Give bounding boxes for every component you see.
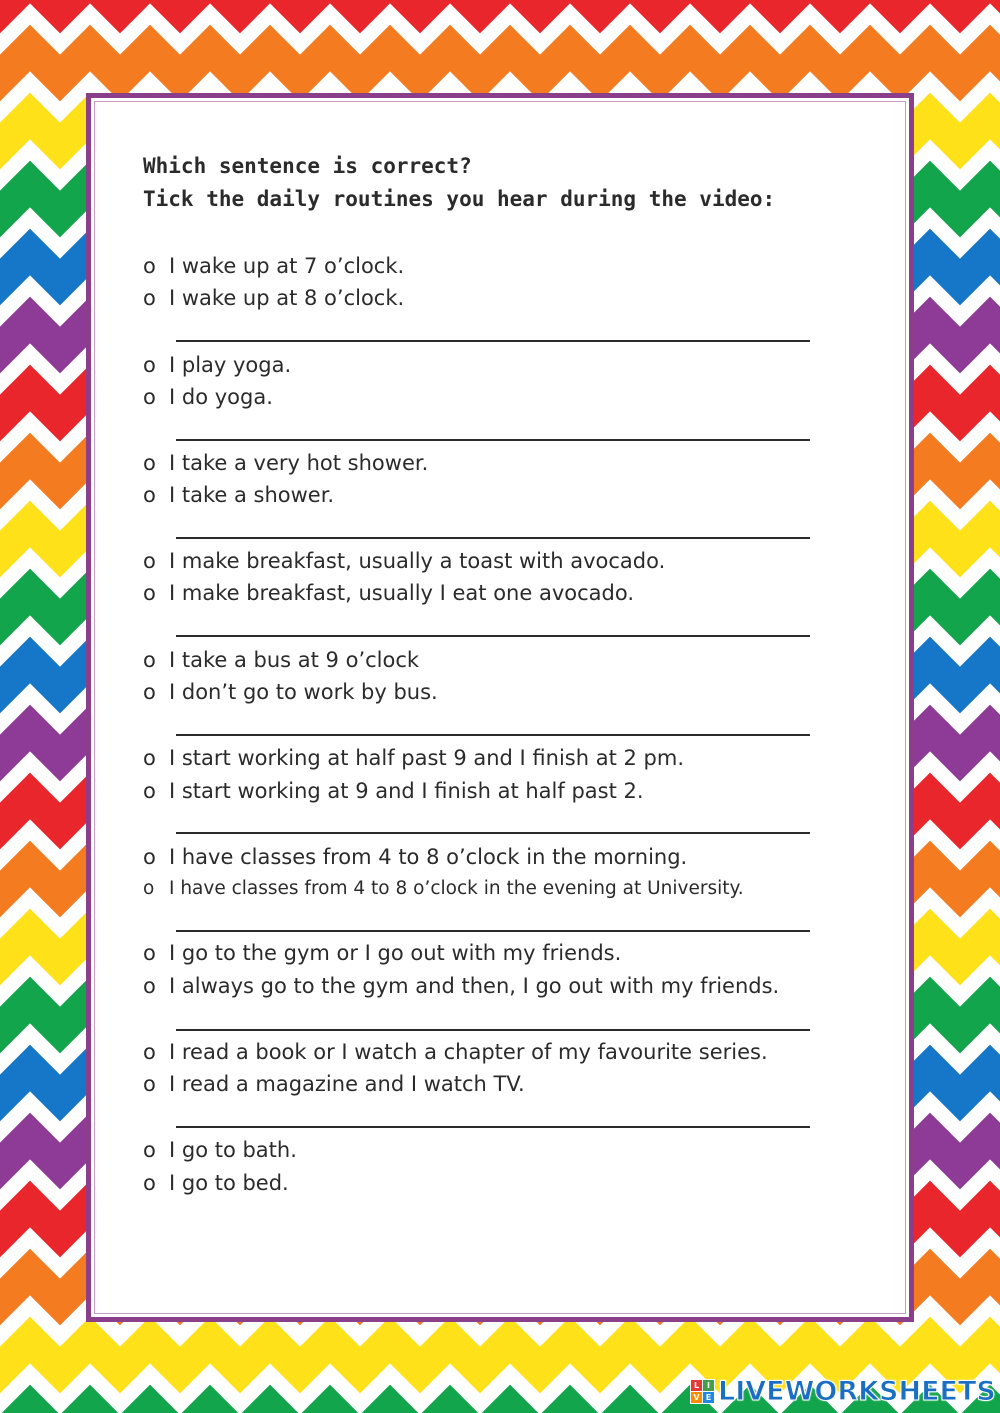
answer-line-5[interactable]	[176, 734, 810, 736]
checkbox-bullet: o	[143, 581, 156, 605]
checkbox-bullet: o	[143, 1171, 156, 1195]
checkbox-bullet: o	[143, 1138, 156, 1162]
option-text: I go to the gym or I go out with my friends.	[169, 941, 622, 965]
option-text: I play yoga.	[169, 353, 292, 377]
option-2b[interactable]	[143, 384, 273, 410]
option-text: I have classes from 4 to 8 o’clock in the morning.	[169, 845, 688, 869]
checkbox-bullet: o	[143, 974, 156, 998]
option-text: I start working at half past 9 and I finish at 2 pm.	[169, 746, 684, 770]
chevron-stripe	[0, 1408, 1000, 1413]
option-10b[interactable]	[143, 1170, 289, 1196]
option-4a[interactable]	[143, 548, 665, 574]
option-7b[interactable]	[143, 876, 744, 902]
logo-mark-icon	[690, 1379, 715, 1404]
option-3a[interactable]	[143, 450, 428, 476]
option-4b[interactable]	[143, 580, 634, 606]
checkbox-bullet: o	[143, 1040, 156, 1064]
option-3b[interactable]	[143, 482, 334, 508]
checkbox-bullet: o	[143, 254, 156, 278]
option-text: I read a magazine and I watch TV.	[169, 1072, 525, 1096]
worksheet-instruction: Tick the daily routines you hear during the video:	[143, 187, 776, 211]
option-1b[interactable]	[143, 285, 404, 311]
checkbox-bullet: o	[143, 353, 156, 377]
option-text: I have classes from 4 to 8 o’clock in the evening at University.	[169, 878, 744, 899]
answer-line-7[interactable]	[176, 930, 810, 932]
answer-line-4[interactable]	[176, 635, 810, 637]
option-text: I make breakfast, usually I eat one avocado.	[169, 581, 635, 605]
option-2a[interactable]	[143, 352, 291, 378]
worksheet-frame-inner-line	[94, 101, 906, 1314]
chevron-stripe	[0, 1340, 1000, 1370]
option-text: I take a very hot shower.	[169, 451, 429, 475]
option-text: I make breakfast, usually a toast with avocado.	[169, 549, 666, 573]
checkbox-bullet: o	[143, 845, 156, 869]
worksheet-title: Which sentence is correct?	[143, 154, 472, 178]
option-text: I start working at 9 and I finish at half past 2.	[169, 779, 644, 803]
option-5b[interactable]	[143, 679, 438, 705]
logo-mark-letter: V	[691, 1392, 702, 1403]
checkbox-bullet: o	[143, 680, 156, 704]
checkbox-bullet: o	[143, 385, 156, 409]
answer-line-2[interactable]	[176, 439, 810, 441]
chevron-stripe	[0, 48, 1000, 78]
logo-text: LIVEWORKSHEETS	[718, 1375, 996, 1407]
logo-mark-letter: I	[703, 1380, 714, 1391]
chevron-stripe	[0, 0, 1000, 10]
checkbox-bullet: o	[143, 941, 156, 965]
answer-line-6[interactable]	[176, 832, 810, 834]
option-text: I wake up at 8 o’clock.	[169, 286, 405, 310]
checkbox-bullet: o	[143, 483, 156, 507]
option-9a[interactable]	[143, 1039, 768, 1065]
checkbox-bullet: o	[143, 779, 156, 803]
option-8b[interactable]	[143, 973, 779, 999]
answer-line-1[interactable]	[176, 340, 810, 342]
checkbox-bullet: o	[143, 648, 156, 672]
checkbox-bullet: o	[143, 549, 156, 573]
option-text: I take a shower.	[169, 483, 335, 507]
option-text: I wake up at 7 o’clock.	[169, 254, 405, 278]
option-text: I go to bed.	[169, 1171, 289, 1195]
logo-mark-letter: E	[703, 1392, 714, 1403]
option-8a[interactable]	[143, 940, 621, 966]
option-text: I don’t go to work by bus.	[169, 680, 438, 704]
option-text: I do yoga.	[169, 385, 273, 409]
option-text: I take a bus at 9 o’clock	[169, 648, 420, 672]
option-10a[interactable]	[143, 1137, 297, 1163]
option-text: I go to bath.	[169, 1138, 297, 1162]
option-6b[interactable]	[143, 778, 644, 804]
option-5a[interactable]	[143, 647, 419, 673]
option-7a[interactable]	[143, 844, 687, 870]
checkbox-bullet: o	[143, 286, 156, 310]
checkbox-bullet: o	[143, 746, 156, 770]
liveworksheets-logo[interactable]	[690, 1374, 996, 1408]
option-text: I read a book or I watch a chapter of my favourite series.	[169, 1040, 768, 1064]
option-text: I always go to the gym and then, I go out with my friends.	[169, 974, 780, 998]
answer-line-3[interactable]	[176, 537, 810, 539]
answer-line-9[interactable]	[176, 1126, 810, 1128]
checkbox-bullet: o	[143, 878, 155, 899]
option-1a[interactable]	[143, 253, 404, 279]
checkbox-bullet: o	[143, 1072, 156, 1096]
answer-line-8[interactable]	[176, 1029, 810, 1031]
option-6a[interactable]	[143, 745, 684, 771]
checkbox-bullet: o	[143, 451, 156, 475]
option-9b[interactable]	[143, 1071, 525, 1097]
logo-mark-letter: L	[691, 1380, 702, 1391]
